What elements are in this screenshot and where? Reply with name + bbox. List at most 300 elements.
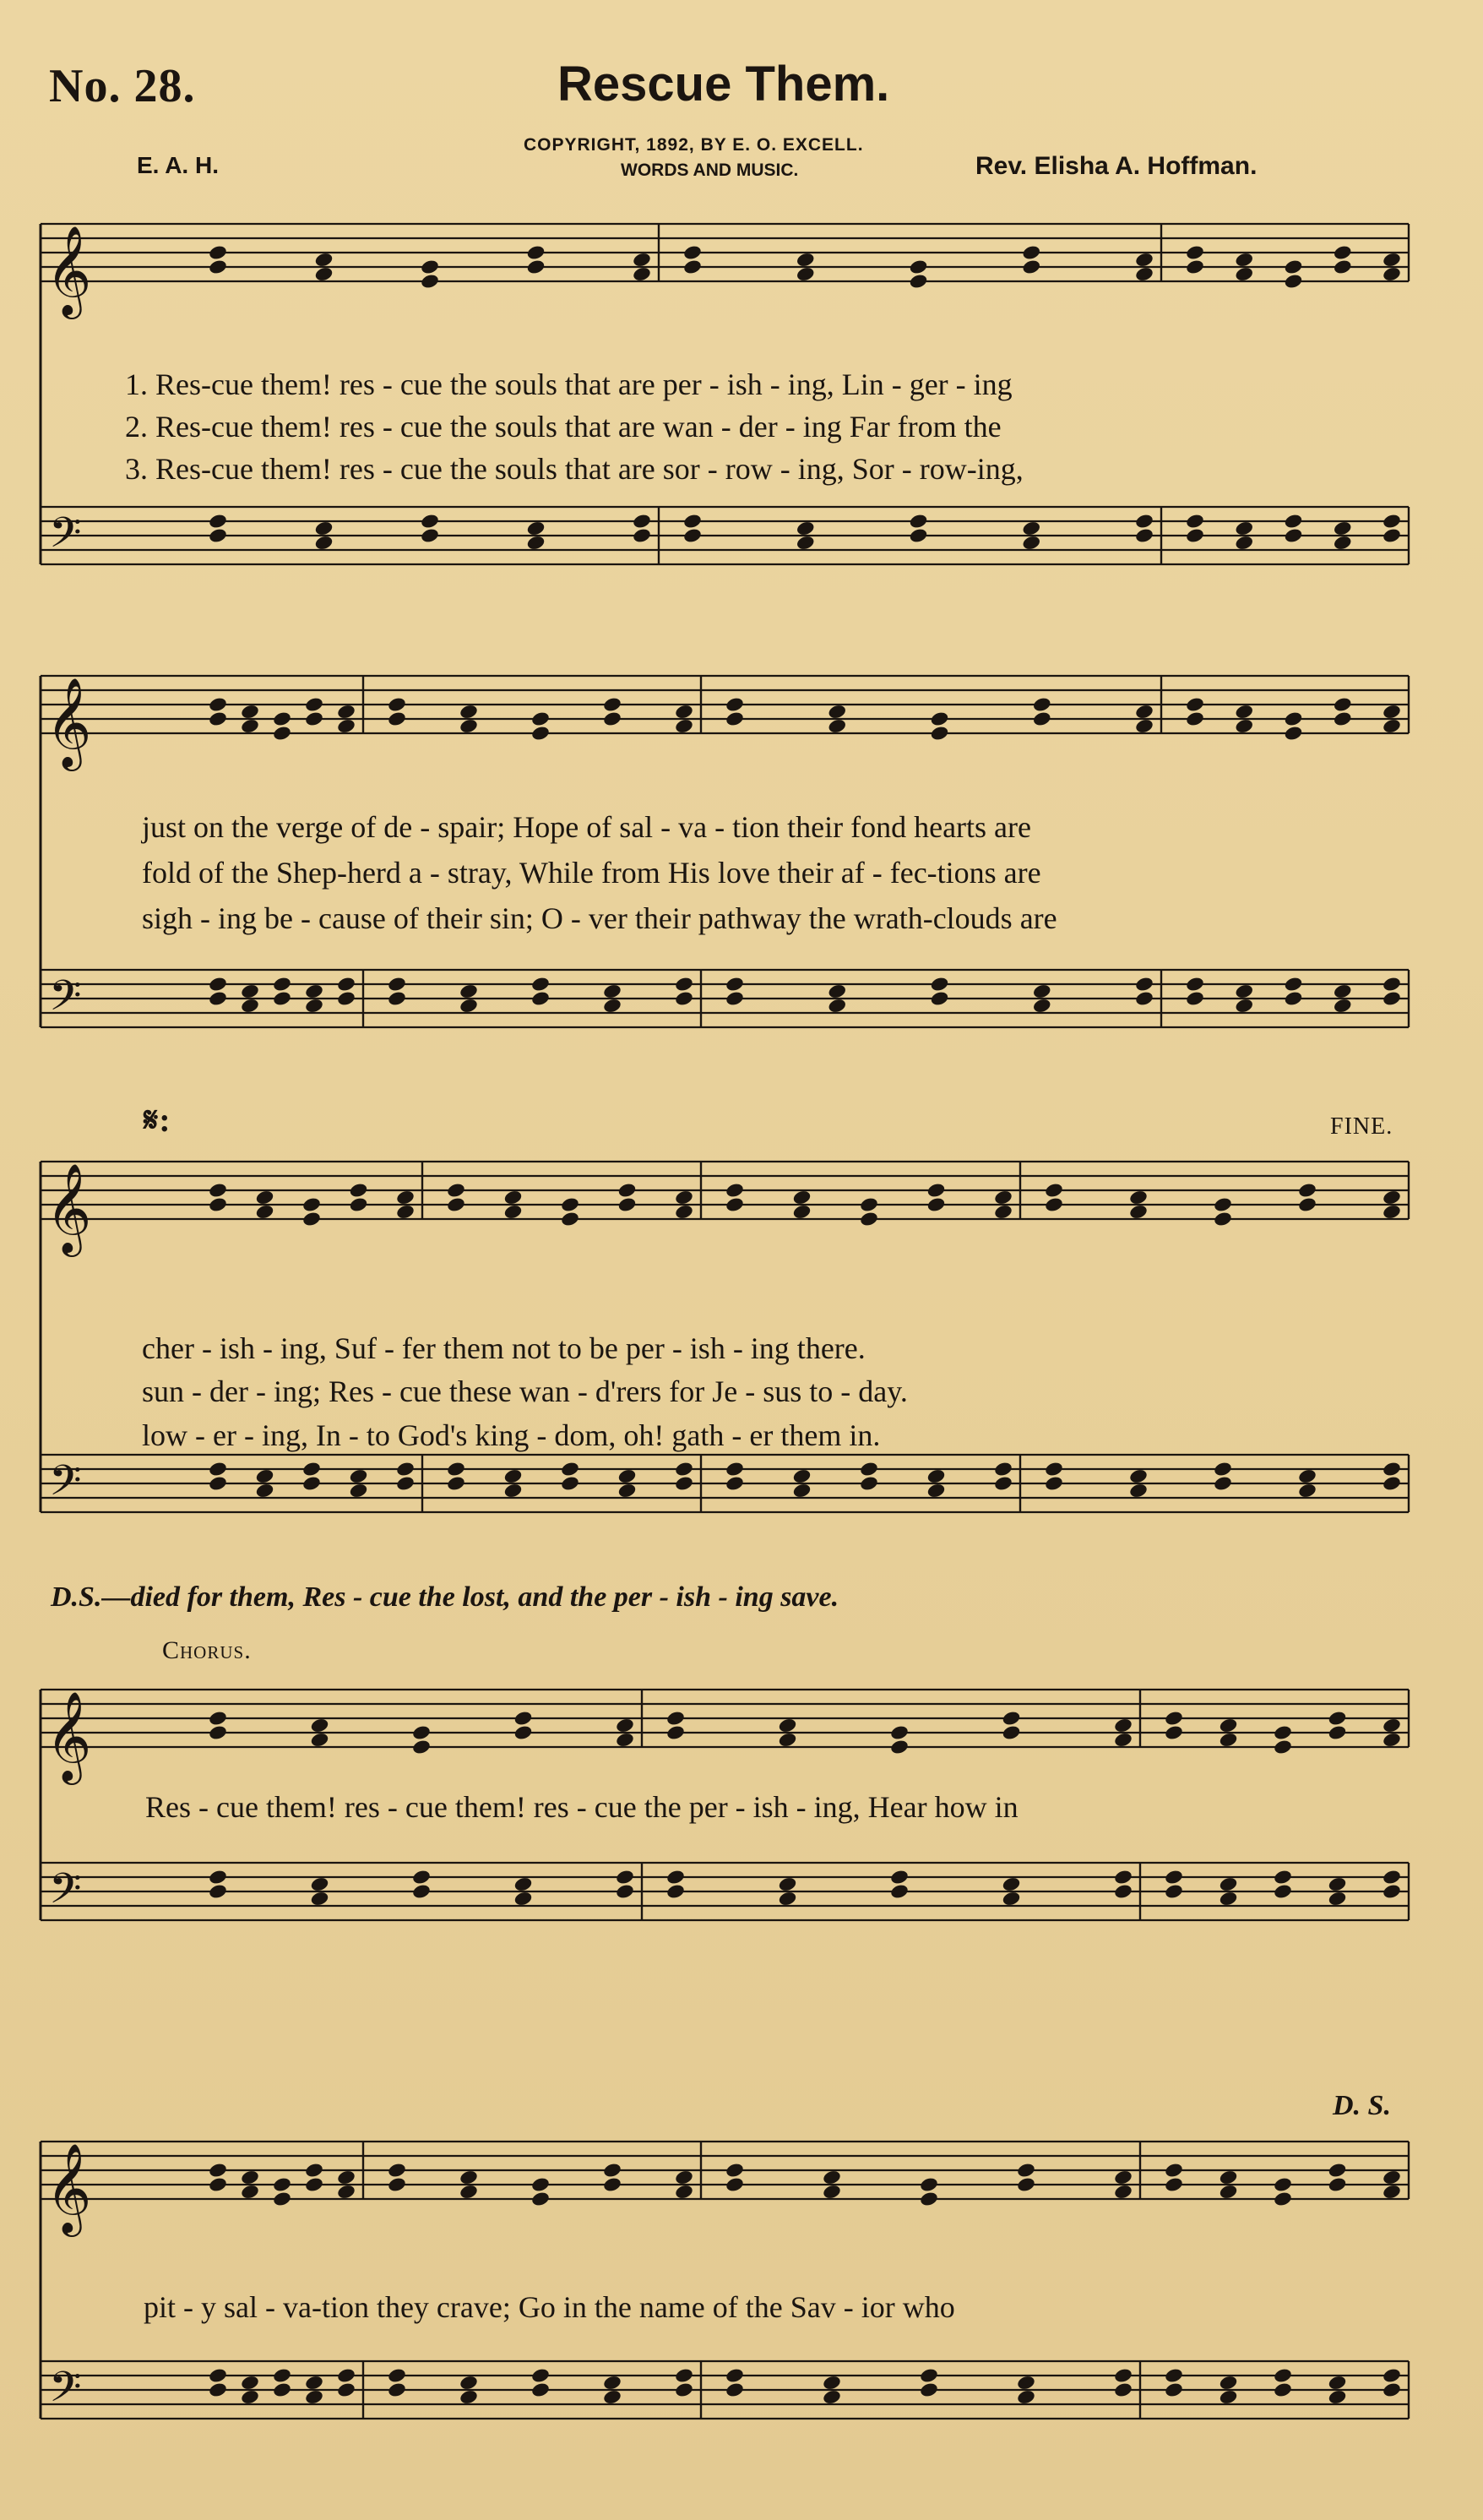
note-head (411, 1883, 432, 1900)
note-head (314, 252, 334, 269)
note-head (930, 976, 950, 993)
note-head (411, 1869, 432, 1886)
note-head (889, 1724, 910, 1741)
note-head (632, 266, 652, 283)
note-head (930, 725, 950, 742)
note-head (387, 2162, 407, 2179)
note-head (1128, 1189, 1149, 1206)
note-head (796, 266, 816, 283)
note-head (682, 527, 703, 544)
note-head (1273, 2381, 1293, 2398)
note-head (919, 2381, 939, 2398)
note-head (336, 976, 356, 993)
note-head (827, 998, 847, 1015)
note-head (503, 1483, 524, 1499)
note-head (1134, 527, 1154, 544)
note-head (725, 2367, 745, 2384)
note-head (272, 725, 292, 742)
note-head (240, 983, 260, 1000)
note-head (615, 1883, 635, 1900)
note-head (387, 696, 407, 713)
note-head (1284, 527, 1304, 544)
note-head (859, 1211, 879, 1227)
note-head (208, 976, 228, 993)
note-head (919, 2367, 939, 2384)
note-head (1185, 710, 1205, 727)
system3-verse2: sun - der - ing; Res - cue these wan - d'rers for Je - sus to - day. (142, 1374, 908, 1408)
note-head (1213, 1211, 1233, 1227)
note-head (615, 1869, 635, 1886)
note-head (919, 2176, 939, 2193)
note-head (446, 1475, 466, 1492)
note-head (336, 2184, 356, 2201)
note-head (1185, 527, 1205, 544)
note-head (446, 1182, 466, 1199)
note-head (1021, 259, 1041, 275)
note-head (1382, 718, 1402, 735)
note-head (304, 983, 324, 1000)
note-head (240, 2375, 260, 2392)
note-head (459, 2184, 479, 2201)
note-head (1328, 2176, 1348, 2193)
note-head (827, 704, 847, 721)
note-head (560, 1211, 580, 1227)
note-head (1234, 718, 1254, 735)
note-head (1185, 244, 1205, 261)
system1-verse1: 1. Res-cue them! res - cue the souls that are per - ish - ing, Lin - ger - ing (125, 367, 1013, 401)
note-head (1273, 2191, 1293, 2207)
note-head (395, 1189, 416, 1206)
note-head (560, 1196, 580, 1213)
note-head (1382, 513, 1402, 530)
note-head (530, 2381, 551, 2398)
note-head (1284, 710, 1304, 727)
note-head (304, 2176, 324, 2193)
note-head (240, 2389, 260, 2406)
note-head (615, 1717, 635, 1734)
note-head (459, 2169, 479, 2186)
note-head (1382, 2169, 1402, 2186)
note-head (889, 1869, 910, 1886)
system2-verse3: sigh - ing be - cause of their sin; O - ver their pathway the wrath-clouds are (142, 901, 1057, 935)
note-head (314, 520, 334, 537)
note-head (1328, 1891, 1348, 1908)
note-head (1333, 535, 1353, 552)
note-head (208, 244, 228, 261)
note-head (674, 704, 694, 721)
note-head (602, 710, 622, 727)
note-head (240, 998, 260, 1015)
note-head (1382, 527, 1402, 544)
clef-glyph: 𝄢 (49, 509, 82, 568)
note-head (725, 2162, 745, 2179)
chorus-label: Chorus. (162, 1636, 252, 1664)
note-head (674, 1189, 694, 1206)
note-head (1219, 2184, 1239, 2201)
system2-verse2: fold of the Shep-herd a - stray, While from His love their af - fec-tions are (142, 856, 1041, 890)
chorus-line1: Res - cue them! res - cue them! res - cue the per - ish - ing, Hear how in (145, 1790, 1019, 1824)
note-head (674, 1204, 694, 1221)
note-head (1016, 2162, 1036, 2179)
note-head (822, 2375, 842, 2392)
note-head (1002, 1891, 1022, 1908)
note-head (1164, 2162, 1184, 2179)
note-head (503, 1468, 524, 1485)
note-head (602, 998, 622, 1015)
note-head (272, 2176, 292, 2193)
note-head (859, 1461, 879, 1478)
note-head (530, 990, 551, 1007)
note-head (459, 718, 479, 735)
note-head (503, 1204, 524, 1221)
note-head (1382, 266, 1402, 283)
clef-glyph: 𝄞 (46, 677, 92, 767)
composer-initials: E. A. H. (137, 152, 219, 178)
hymn-title: Rescue Them. (557, 57, 890, 112)
note-head (1134, 252, 1154, 269)
note-head (602, 2389, 622, 2406)
note-head (1185, 976, 1205, 993)
note-head (602, 2375, 622, 2392)
note-head (459, 2375, 479, 2392)
note-head (1328, 2375, 1348, 2392)
note-head (304, 710, 324, 727)
note-head (796, 252, 816, 269)
note-head (674, 2367, 694, 2384)
note-head (1113, 1717, 1133, 1734)
note-head (526, 520, 546, 537)
note-head (560, 1475, 580, 1492)
note-head (459, 704, 479, 721)
note-head (1234, 266, 1254, 283)
note-head (674, 718, 694, 735)
note-head (1032, 998, 1052, 1015)
chorus-line2: pit - y sal - va-tion they crave; Go in the name of the Sav - ior who (144, 2290, 955, 2324)
note-head (993, 1461, 1013, 1478)
note-head (314, 266, 334, 283)
note-head (1113, 1883, 1133, 1900)
note-head (1273, 1883, 1293, 1900)
note-head (1213, 1461, 1233, 1478)
note-head (255, 1468, 275, 1485)
note-head (255, 1189, 275, 1206)
note-head (674, 2381, 694, 2398)
note-head (1164, 1869, 1184, 1886)
note-head (1284, 513, 1304, 530)
note-head (272, 976, 292, 993)
note-head (310, 1717, 330, 1734)
note-head (395, 1204, 416, 1221)
note-head (909, 273, 929, 290)
note-head (1032, 710, 1052, 727)
note-head (336, 2367, 356, 2384)
note-head (240, 2169, 260, 2186)
note-head (446, 1461, 466, 1478)
note-head (387, 710, 407, 727)
note-head (240, 718, 260, 735)
note-head (1113, 1732, 1133, 1749)
note-head (1333, 710, 1353, 727)
note-head (420, 259, 440, 275)
note-head (778, 1891, 798, 1908)
note-head (272, 990, 292, 1007)
note-head (395, 1475, 416, 1492)
note-head (208, 1475, 228, 1492)
note-head (926, 1182, 947, 1199)
note-head (459, 983, 479, 1000)
note-head (993, 1204, 1013, 1221)
note-head (304, 998, 324, 1015)
note-head (1333, 520, 1353, 537)
note-head (1284, 273, 1304, 290)
note-head (725, 1461, 745, 1478)
note-head (602, 983, 622, 1000)
note-head (310, 1891, 330, 1908)
note-head (632, 252, 652, 269)
note-head (1297, 1483, 1317, 1499)
note-head (674, 1461, 694, 1478)
note-head (1016, 2375, 1036, 2392)
note-head (1382, 1732, 1402, 1749)
note-head (1219, 2375, 1239, 2392)
note-head (1234, 252, 1254, 269)
note-head (272, 710, 292, 727)
note-head (632, 527, 652, 544)
note-head (1382, 1869, 1402, 1886)
note-head (301, 1475, 322, 1492)
note-head (1382, 1717, 1402, 1734)
note-head (617, 1468, 638, 1485)
note-head (1128, 1483, 1149, 1499)
note-head (310, 1732, 330, 1749)
note-head (665, 1710, 686, 1727)
note-head (1273, 1724, 1293, 1741)
note-head (792, 1468, 812, 1485)
note-head (1333, 998, 1353, 1015)
note-head (1382, 976, 1402, 993)
note-head (1164, 1710, 1184, 1727)
note-head (420, 513, 440, 530)
note-head (208, 1883, 228, 1900)
clef-glyph: 𝄢 (49, 1864, 82, 1924)
note-head (682, 244, 703, 261)
note-head (1234, 535, 1254, 552)
note-head (1219, 1717, 1239, 1734)
note-head (1234, 998, 1254, 1015)
note-head (530, 2191, 551, 2207)
note-head (1234, 704, 1254, 721)
note-head (1219, 1891, 1239, 1908)
note-head (796, 535, 816, 552)
note-head (530, 725, 551, 742)
note-head (336, 2169, 356, 2186)
note-head (1219, 1876, 1239, 1893)
note-head (1044, 1182, 1064, 1199)
note-head (930, 710, 950, 727)
note-head (1134, 704, 1154, 721)
note-head (1213, 1475, 1233, 1492)
note-head (1328, 2389, 1348, 2406)
note-head (304, 2375, 324, 2392)
note-head (526, 259, 546, 275)
note-head (513, 1876, 534, 1893)
note-head (1113, 2184, 1133, 2201)
note-head (1164, 2367, 1184, 2384)
note-head (304, 2389, 324, 2406)
note-head (1333, 696, 1353, 713)
note-head (526, 244, 546, 261)
note-head (1002, 1710, 1022, 1727)
note-head (301, 1461, 322, 1478)
note-head (926, 1468, 947, 1485)
note-head (1021, 244, 1041, 261)
note-head (682, 259, 703, 275)
clef-glyph: 𝄞 (46, 1690, 92, 1781)
note-head (208, 2162, 228, 2179)
note-head (859, 1475, 879, 1492)
note-head (1002, 1724, 1022, 1741)
note-head (1284, 725, 1304, 742)
note-head (420, 273, 440, 290)
note-head (530, 710, 551, 727)
note-head (725, 710, 745, 727)
note-head (1113, 2381, 1133, 2398)
note-head (909, 513, 929, 530)
staff-lines (41, 224, 1409, 2419)
note-head (387, 2176, 407, 2193)
note-head (255, 1204, 275, 1221)
note-head (208, 527, 228, 544)
clef-glyph: 𝄢 (49, 2363, 82, 2422)
note-head (208, 696, 228, 713)
note-head (1113, 2169, 1133, 2186)
note-head (1219, 2389, 1239, 2406)
note-head (1185, 696, 1205, 713)
note-head (822, 2169, 842, 2186)
note-heads (208, 244, 1402, 2405)
note-head (682, 513, 703, 530)
note-head (792, 1483, 812, 1499)
note-head (387, 2367, 407, 2384)
note-head (349, 1182, 369, 1199)
note-head (387, 976, 407, 993)
note-head (1021, 535, 1041, 552)
note-head (1284, 976, 1304, 993)
note-head (387, 2381, 407, 2398)
note-head (1382, 704, 1402, 721)
note-head (1382, 1475, 1402, 1492)
note-head (725, 1182, 745, 1199)
note-head (674, 2169, 694, 2186)
note-head (208, 513, 228, 530)
note-head (349, 1468, 369, 1485)
clefs (46, 225, 91, 2422)
note-head (1382, 252, 1402, 269)
note-head (1297, 1468, 1317, 1485)
note-head (602, 2176, 622, 2193)
note-head (674, 990, 694, 1007)
note-head (1333, 244, 1353, 261)
note-head (1002, 1876, 1022, 1893)
note-head (1328, 1724, 1348, 1741)
note-head (530, 2367, 551, 2384)
note-head (1044, 1196, 1064, 1213)
note-head (1044, 1475, 1064, 1492)
note-head (208, 1461, 228, 1478)
words-and-music-note: WORDS AND MUSIC. (621, 161, 799, 180)
note-head (272, 2191, 292, 2207)
note-head (395, 1461, 416, 1478)
note-head (725, 696, 745, 713)
note-head (909, 259, 929, 275)
note-head (889, 1739, 910, 1755)
note-head (796, 520, 816, 537)
note-head (513, 1724, 534, 1741)
note-head (208, 259, 228, 275)
note-head (1134, 718, 1154, 735)
note-head (993, 1189, 1013, 1206)
note-head (503, 1189, 524, 1206)
note-head (1134, 266, 1154, 283)
note-head (208, 1710, 228, 1727)
note-head (446, 1196, 466, 1213)
note-head (827, 718, 847, 735)
note-head (1382, 1883, 1402, 1900)
note-head (349, 1196, 369, 1213)
note-head (993, 1475, 1013, 1492)
note-head (1213, 1196, 1233, 1213)
note-head (725, 1475, 745, 1492)
note-head (1185, 513, 1205, 530)
note-head (301, 1196, 322, 1213)
note-head (336, 718, 356, 735)
note-head (1297, 1182, 1317, 1199)
note-head (336, 2381, 356, 2398)
note-head (336, 704, 356, 721)
note-head (387, 990, 407, 1007)
note-head (530, 2176, 551, 2193)
note-head (725, 2381, 745, 2398)
note-head (778, 1732, 798, 1749)
note-head (725, 990, 745, 1007)
note-head (1382, 1189, 1402, 1206)
note-head (617, 1196, 638, 1213)
clef-glyph: 𝄞 (46, 1162, 92, 1253)
note-head (420, 527, 440, 544)
copyright-notice: COPYRIGHT, 1892, BY E. O. EXCELL. (524, 135, 864, 155)
note-head (725, 1196, 745, 1213)
note-head (526, 535, 546, 552)
note-head (617, 1182, 638, 1199)
note-head (1333, 259, 1353, 275)
note-head (1128, 1204, 1149, 1221)
note-head (827, 983, 847, 1000)
system2-verse1: just on the verge of de - spair; Hope of sal - va - tion their fond hearts are (142, 810, 1031, 844)
note-head (1273, 1739, 1293, 1755)
note-head (1382, 2381, 1402, 2398)
note-head (1021, 520, 1041, 537)
note-head (1234, 983, 1254, 1000)
note-head (1219, 2169, 1239, 2186)
note-head (674, 976, 694, 993)
system1-verse3: 3. Res-cue them! res - cue the souls that are sor - row - ing, Sor - row-ing, (125, 452, 1024, 486)
note-head (530, 976, 551, 993)
note-head (301, 1211, 322, 1227)
note-head (926, 1483, 947, 1499)
note-head (909, 527, 929, 544)
note-head (889, 1883, 910, 1900)
note-head (304, 2162, 324, 2179)
